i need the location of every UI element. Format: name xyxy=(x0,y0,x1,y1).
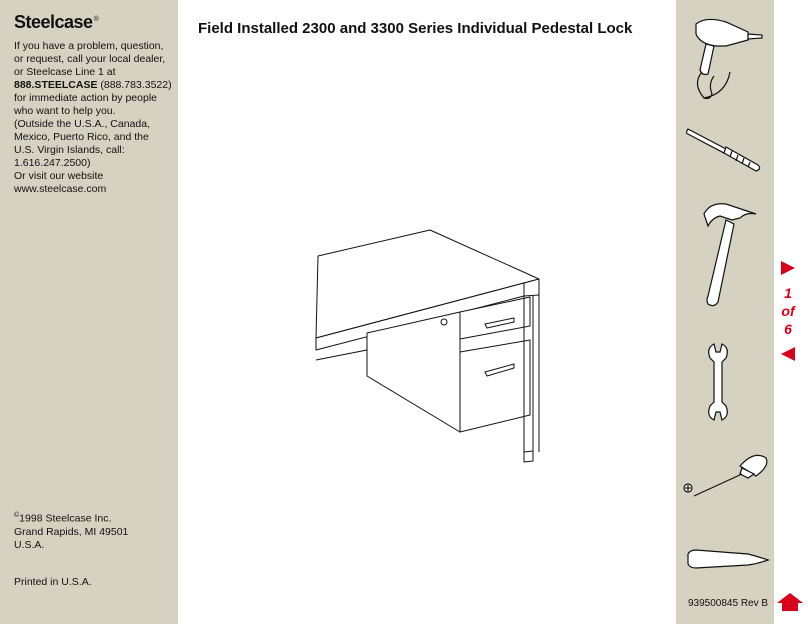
punch-icon xyxy=(686,548,770,572)
contact-line: for immediate action by people xyxy=(14,92,157,104)
contact-line: or Steelcase Line 1 at xyxy=(14,66,116,78)
contact-phone: 888.STEELCASE (888.783.3522) xyxy=(14,79,172,91)
next-page-arrow-icon[interactable] xyxy=(779,259,797,277)
total-pages: 6 xyxy=(784,321,792,337)
screwdriver-icon xyxy=(680,448,774,504)
page-of-label: of xyxy=(781,303,795,319)
document-number: 939500845 Rev B xyxy=(688,598,769,609)
contact-line: or request, call your local dealer, xyxy=(14,53,166,65)
contact-line: (Outside the U.S.A., Canada, xyxy=(14,118,150,130)
contact-line: Or visit our website xyxy=(14,170,104,182)
website-link[interactable]: www.steelcase.com xyxy=(14,183,107,195)
hammer-icon xyxy=(696,198,770,310)
contact-line: Mexico, Puerto Rico, and the xyxy=(14,131,149,143)
page-indicator xyxy=(776,284,800,338)
contact-info xyxy=(14,40,174,196)
drill-icon xyxy=(686,14,766,104)
current-page: 1 xyxy=(784,285,792,301)
previous-page-arrow-icon[interactable] xyxy=(779,345,797,363)
left-sidebar xyxy=(0,0,178,624)
tools-sidebar xyxy=(676,0,774,624)
home-icon[interactable] xyxy=(776,592,804,612)
contact-line: U.S. Virgin Islands, call: xyxy=(14,144,125,156)
contact-line: 1.616.247.2500) xyxy=(14,157,91,169)
drill-bit-icon xyxy=(686,125,766,175)
contact-line: who want to help you. xyxy=(14,105,116,117)
steelcase-logo: Steelcase® xyxy=(14,12,99,32)
desk-pedestal-illustration xyxy=(300,220,550,470)
page-title: Field Installed 2300 and 3300 Series Individual Pedestal Lock xyxy=(198,20,633,37)
wrench-icon xyxy=(706,342,736,422)
copyright-block: ©1998 Steelcase Inc. Grand Rapids, MI 49501 U.S.A. xyxy=(14,512,129,551)
contact-line: If you have a problem, question, xyxy=(14,40,164,52)
printed-in-label: Printed in U.S.A. xyxy=(14,576,92,588)
